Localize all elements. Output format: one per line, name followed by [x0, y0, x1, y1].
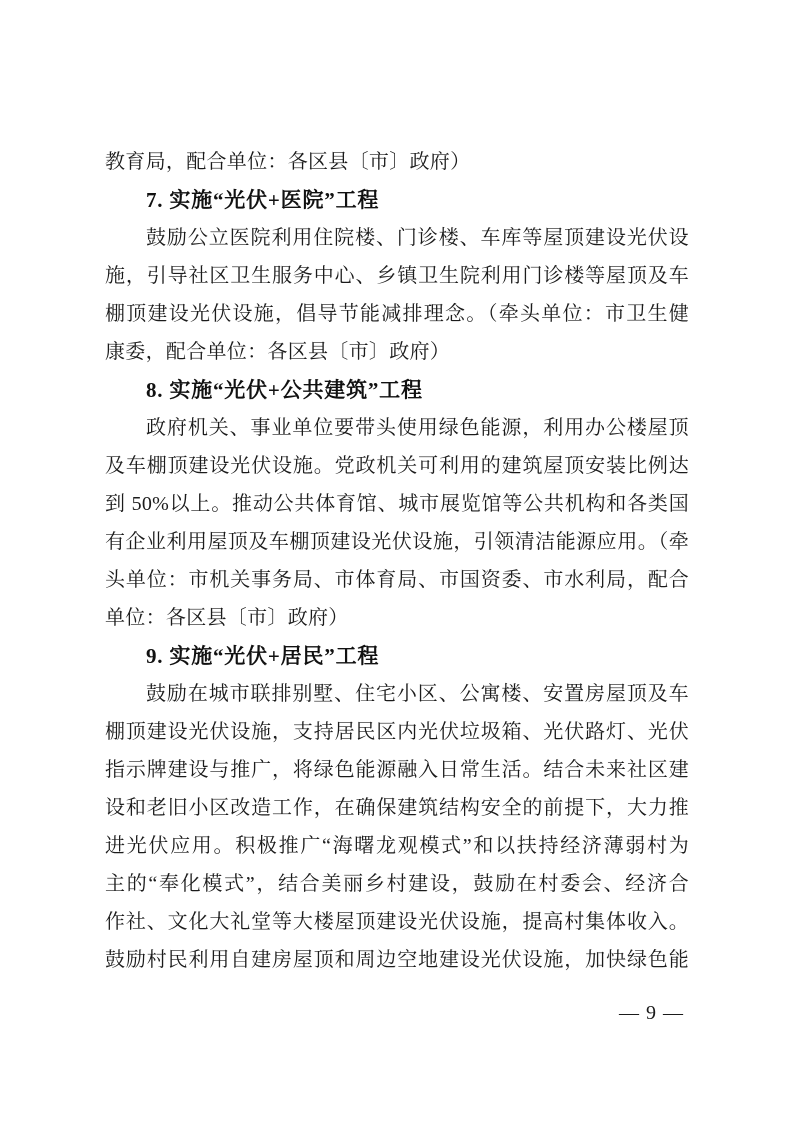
section-heading: 7. 实施“光伏+医院”工程: [146, 188, 380, 212]
body-line: 棚顶建设光伏设施，倡导节能减排理念。（牵头单位：市卫生健: [105, 303, 689, 325]
section-heading: 9. 实施“光伏+居民”工程: [146, 644, 380, 668]
body-line: 作社、文化大礼堂等大楼屋顶建设光伏设施，提高村集体收入。: [105, 911, 689, 933]
body-line: 政府机关、事业单位要带头使用绿色能源，利用办公楼屋顶: [146, 417, 689, 439]
body-line: 设和老旧小区改造工作，在确保建筑结构安全的前提下，大力推: [105, 797, 689, 819]
body-line: 主的“奉化模式”，结合美丽乡村建设，鼓励在村委会、经济合: [105, 873, 689, 895]
body-line: 到 50%以上。推动公共体育馆、城市展览馆等公共机构和各类国: [105, 493, 689, 515]
page-number: — 9 —: [619, 1002, 684, 1024]
body-line: 鼓励村民利用自建房屋顶和周边空地建设光伏设施，加快绿色能: [105, 949, 689, 971]
document-body: [105, 143, 689, 979]
section-heading: 8. 实施“光伏+公共建筑”工程: [146, 378, 423, 402]
body-line: 鼓励公立医院利用住院楼、门诊楼、车库等屋顶建设光伏设: [146, 227, 689, 249]
body-line: 教育局，配合单位：各区县〔市〕政府）: [105, 151, 471, 173]
body-line: 施，引导社区卫生服务中心、乡镇卫生院利用门诊楼等屋顶及车: [105, 265, 689, 287]
body-line: 康委，配合单位：各区县〔市〕政府）: [105, 341, 451, 363]
body-line: 棚顶建设光伏设施，支持居民区内光伏垃圾箱、光伏路灯、光伏: [105, 721, 689, 743]
body-line: 指示牌建设与推广，将绿色能源融入日常生活。结合未来社区建: [105, 759, 689, 781]
body-line: 进光伏应用。积极推广“海曙龙观模式”和以扶持经济薄弱村为: [105, 835, 689, 857]
body-line: 单位：各区县〔市〕政府）: [105, 607, 349, 629]
body-line: 及车棚顶建设光伏设施。党政机关可利用的建筑屋顶安装比例达: [105, 455, 689, 477]
body-line: 有企业利用屋顶及车棚顶建设光伏设施，引领清洁能源应用。（牵: [105, 531, 689, 553]
body-line: 鼓励在城市联排别墅、住宅小区、公寓楼、安置房屋顶及车: [146, 683, 689, 705]
body-line: 头单位：市机关事务局、市体育局、市国资委、市水利局，配合: [105, 569, 689, 591]
